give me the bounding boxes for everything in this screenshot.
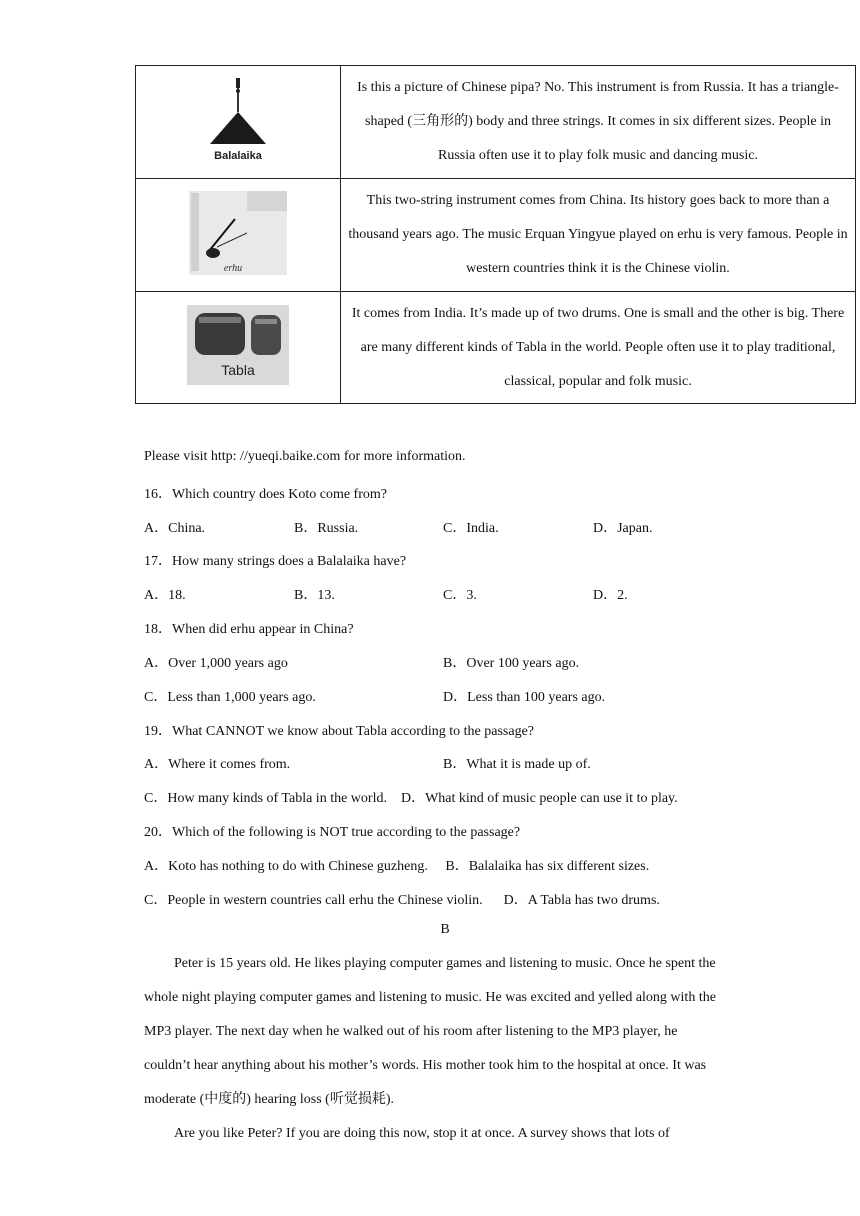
table-row xyxy=(136,66,856,179)
erhu-image xyxy=(187,189,289,277)
tabla-caption: Tabla xyxy=(221,362,255,378)
instrument-table xyxy=(135,65,856,404)
q19-options-c-d: C．How many kinds of Tabla in the world. D．What kind of music people can use it to play. xyxy=(144,791,678,806)
q16-option-a: A．China. xyxy=(144,521,206,536)
passage-b-paragraph-2: Are you like Peter? If you are doing this now, stop it at once. A survey shows that lots of xyxy=(174,1126,670,1141)
q17-option-d: D．2. xyxy=(593,588,628,603)
q16-option-b: B．Russia. xyxy=(294,521,359,536)
balalaika-image xyxy=(198,74,278,166)
q18-option-d: D．Less than 100 years ago. xyxy=(443,690,606,705)
q16-option-c: C．India. xyxy=(443,521,499,536)
question-16: 16．Which country does Koto come from? xyxy=(144,487,387,502)
balalaika-description: Is this a picture of Chinese pipa? No. This instrument is from Russia. It has a triangle-shaped (三角形的) body and three strings. It comes in six different sizes. People in Russia often use it to play folk music and dancing music. xyxy=(341,66,856,179)
question-17: 17．How many strings does a Balalaika have? xyxy=(144,554,407,569)
q19-option-b: B．What it is made up of. xyxy=(443,757,591,772)
balalaika-caption: Balalaika xyxy=(214,149,262,162)
question-20: 20．Which of the following is NOT true according to the passage? xyxy=(144,825,521,840)
q20-options-c-d: C．People in western countries call erhu the Chinese violin. D．A Tabla has two drums. xyxy=(144,893,660,908)
q19-option-a: A．Where it comes from. xyxy=(144,757,291,772)
q17-option-b: B．13. xyxy=(294,588,335,603)
tabla-description: It comes from India. It’s made up of two drums. One is small and the other is big. There are many different kinds of Tabla in the world. People often use it to play traditional, classical, popular and folk music. xyxy=(341,292,856,404)
question-18: 18．When did erhu appear in China? xyxy=(144,622,354,637)
q17-option-c: C．3. xyxy=(443,588,477,603)
visit-line: Please visit http: //yueqi.baike.com for more information. xyxy=(144,449,466,464)
question-19: 19．What CANNOT we know about Tabla according to the passage? xyxy=(144,724,535,739)
q18-option-c: C．Less than 1,000 years ago. xyxy=(144,690,316,705)
section-b-heading: B xyxy=(440,922,450,937)
q16-option-d: D．Japan. xyxy=(593,521,653,536)
q18-option-b: B．Over 100 years ago. xyxy=(443,656,580,671)
q17-option-a: A．18. xyxy=(144,588,186,603)
passage-b-paragraph-1: Peter is 15 years old. He likes playing computer games and listening to music. Once he spent the whole night playing computer games and listening to music. He was excited and yelled along with the MP3 player. The next day when he walked out of his room after listening to the MP3 player, he couldn’t hear anything about his mother’s words. His mother took him to the hospital at once. It was moderate (中度的) hearing loss (听觉损耗). xyxy=(144,956,716,1107)
erhu-caption: erhu xyxy=(223,262,243,274)
erhu-description: This two-string instrument comes from China. Its history goes back to more than a thousand years ago. The music Erquan Yingyue played on erhu is very famous. People in western countries think it is the Chinese violin. xyxy=(341,179,856,292)
tabla-image-cell xyxy=(136,292,341,404)
q18-option-a: A．Over 1,000 years ago xyxy=(144,656,288,671)
erhu-image-cell xyxy=(136,179,341,292)
table-row xyxy=(136,179,856,292)
q20-options-a-b: A．Koto has nothing to do with Chinese guzheng. B．Balalaika has six different sizes. xyxy=(144,859,650,874)
table-row xyxy=(136,292,856,404)
tabla-image xyxy=(185,303,291,387)
balalaika-image-cell xyxy=(136,66,341,179)
